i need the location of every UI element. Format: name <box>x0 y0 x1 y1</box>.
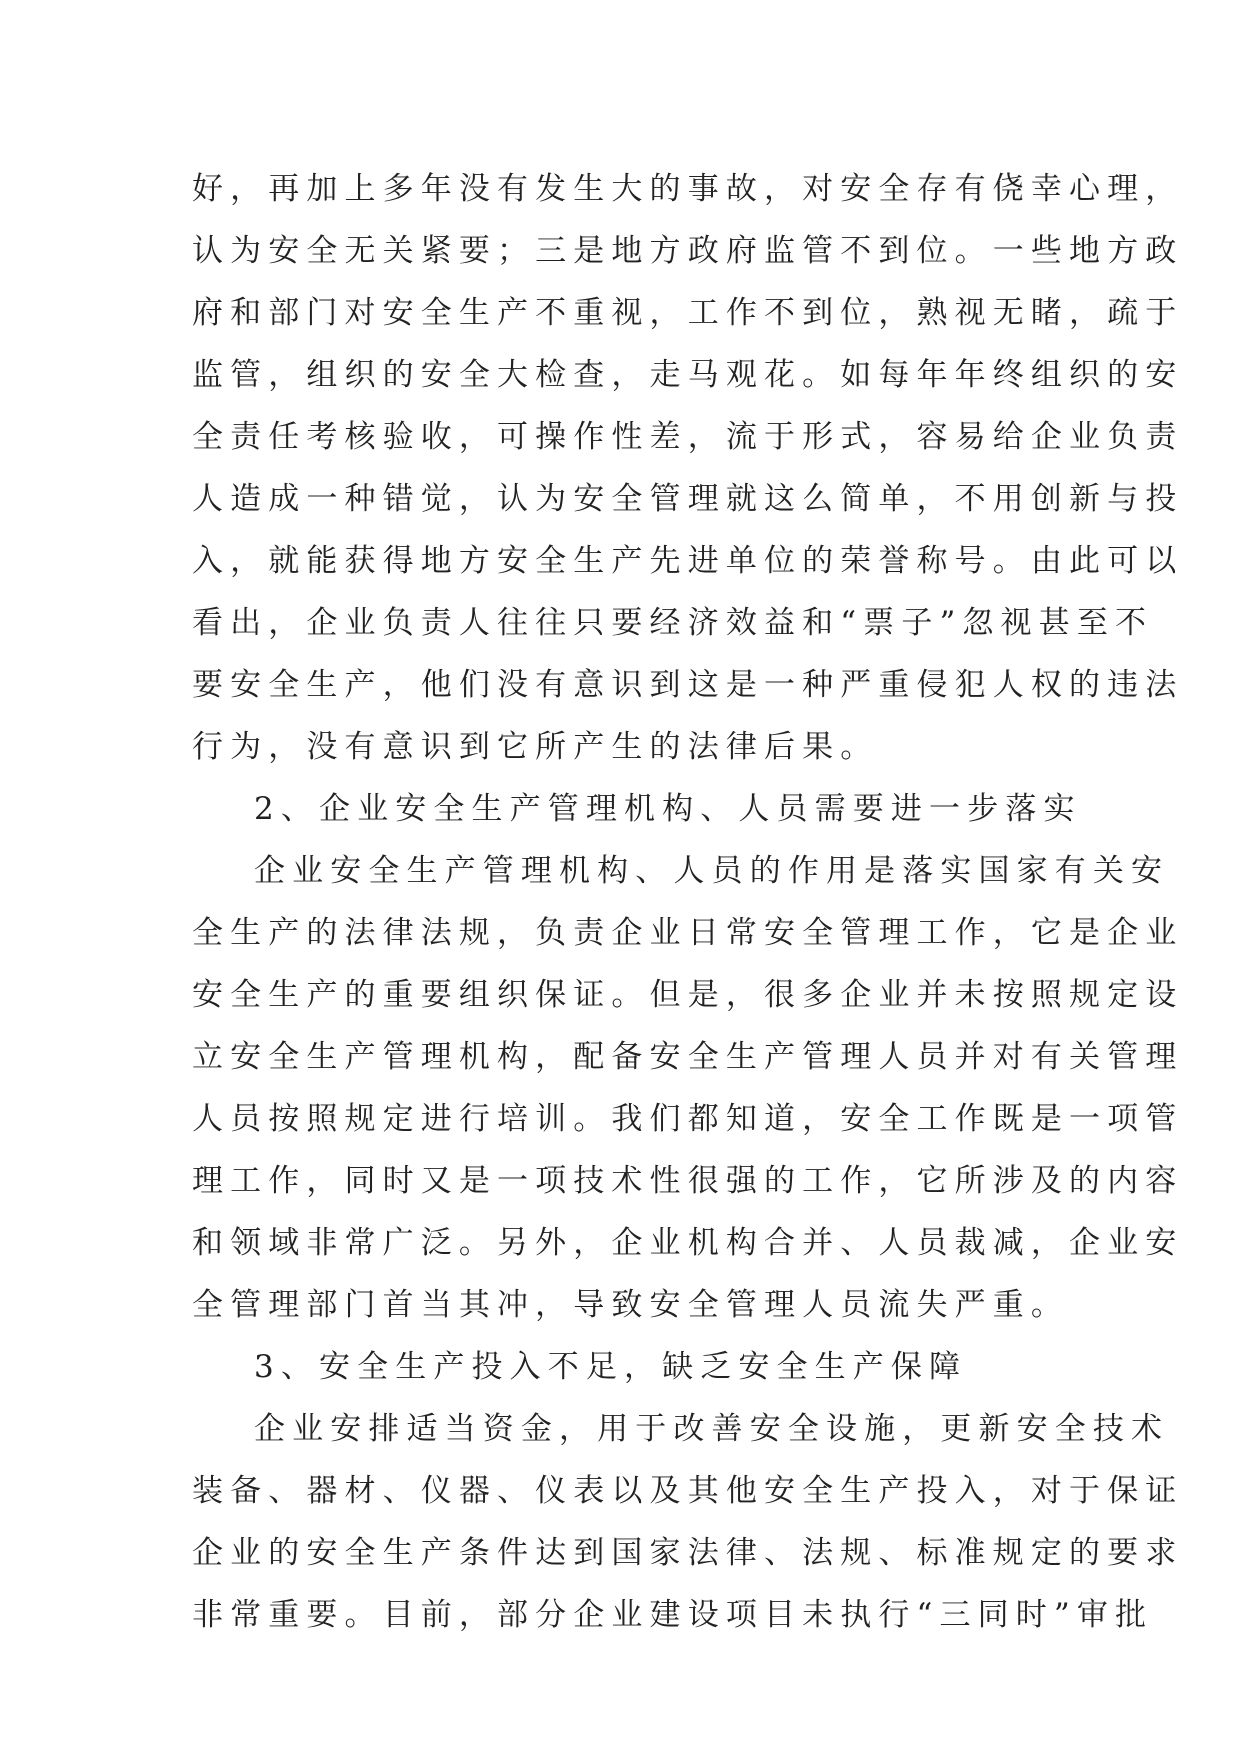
paragraph-line: 理工作，同时又是一项技术性很强的工作，它所涉及的内容 <box>192 1163 1184 1199</box>
paragraph-line: 非常重要。目前，部分企业建设项目未执行“三同时”审批 <box>192 1597 1154 1633</box>
paragraph-line: 府和部门对安全生产不重视，工作不到位，熟视无睹，疏于 <box>192 295 1184 331</box>
paragraph-line: 企业的安全生产条件达到国家法律、法规、标准规定的要求 <box>192 1535 1184 1571</box>
paragraph-line: 入，就能获得地方安全生产先进单位的荣誉称号。由此可以 <box>192 543 1184 579</box>
paragraph-line: 装备、器材、仪器、仪表以及其他安全生产投入，对于保证 <box>192 1473 1184 1509</box>
paragraph-line: 行为，没有意识到它所产生的法律后果。 <box>192 729 879 765</box>
paragraph-first-line: 企业安排适当资金，用于改善安全设施，更新安全技术 <box>254 1411 1170 1447</box>
paragraph-line: 全管理部门首当其冲，导致安全管理人员流失严重。 <box>192 1287 1069 1323</box>
paragraph-line: 好，再加上多年没有发生大的事故，对安全存有侥幸心理， <box>192 171 1184 207</box>
paragraph-line: 立安全生产管理机构，配备安全生产管理人员并对有关管理 <box>192 1039 1184 1075</box>
paragraph-line: 认为安全无关紧要；三是地方政府监管不到位。一些地方政 <box>192 233 1184 269</box>
paragraph-line: 安全生产的重要组织保证。但是，很多企业并未按照规定设 <box>192 977 1184 1013</box>
section-heading-3: 3、安全生产投入不足，缺乏安全生产保障 <box>254 1349 968 1385</box>
body-text <box>192 158 1184 1646</box>
section-heading-2: 2、企业安全生产管理机构、人员需要进一步落实 <box>254 791 1082 827</box>
paragraph-line: 和领域非常广泛。另外，企业机构合并、人员裁减，企业安 <box>192 1225 1184 1261</box>
paragraph-line: 人造成一种错觉，认为安全管理就这么简单，不用创新与投 <box>192 481 1184 517</box>
paragraph-line: 看出，企业负责人往往只要经济效益和“票子”忽视甚至不 <box>192 605 1154 641</box>
paragraph-line: 全生产的法律法规，负责企业日常安全管理工作，它是企业 <box>192 915 1184 951</box>
paragraph-line: 监管，组织的安全大检查，走马观花。如每年年终组织的安 <box>192 357 1184 393</box>
paragraph-line: 全责任考核验收，可操作性差，流于形式，容易给企业负责 <box>192 419 1184 455</box>
paragraph-first-line: 企业安全生产管理机构、人员的作用是落实国家有关安 <box>254 853 1170 889</box>
paragraph-line: 人员按照规定进行培训。我们都知道，安全工作既是一项管 <box>192 1101 1184 1137</box>
paragraph-line: 要安全生产，他们没有意识到这是一种严重侵犯人权的违法 <box>192 667 1184 703</box>
